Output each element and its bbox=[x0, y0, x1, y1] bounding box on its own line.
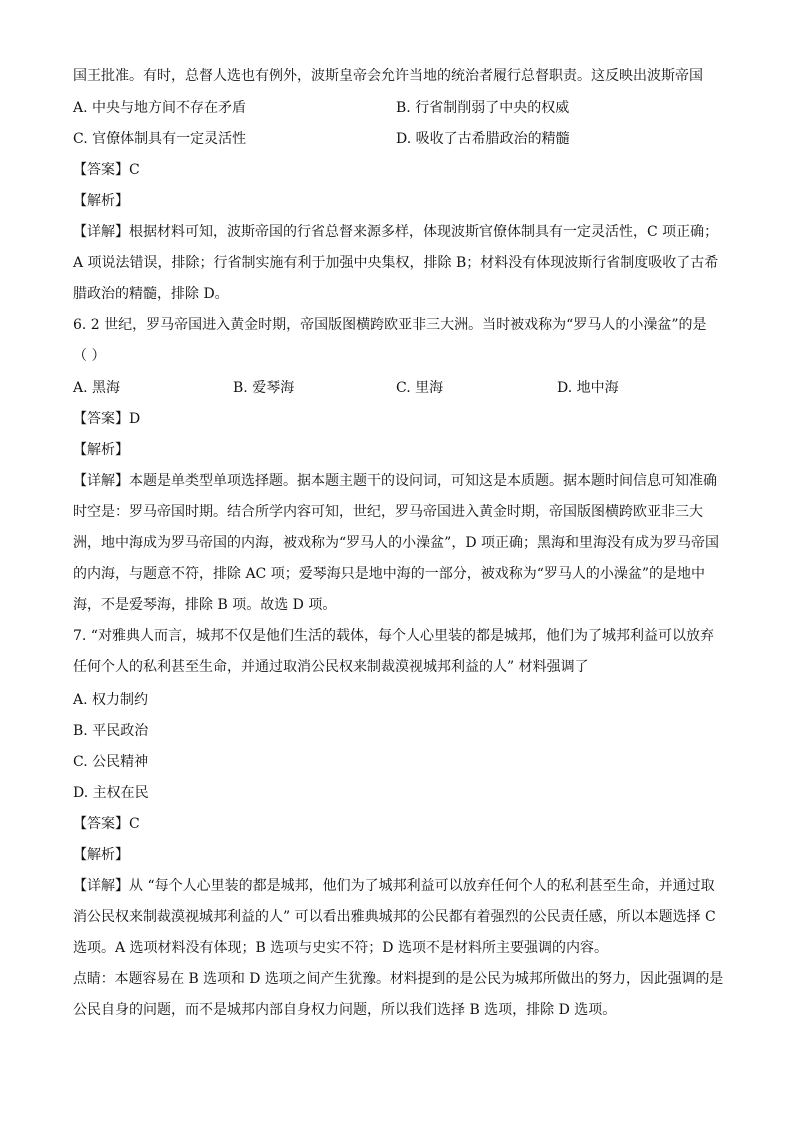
q5-detail-line: A 项说法错误，排除；行省制实施有利于加强中央集权，排除 B；材料没有体现波斯行省制度吸收了古希 bbox=[73, 255, 719, 271]
q6-detail-line: 的内海，与题意不符，排除 AC 项；爱琴海只是地中海的一部分，被戏称为“罗马人的小澡盆”的是地中 bbox=[73, 566, 706, 582]
q6-option-a: A. 黑海 bbox=[73, 380, 121, 396]
q6-detail-line: 洲，地中海成为罗马帝国的内海，被戏称为“罗马人的小澡盆”，D 项正确；黑海和里海没有成为罗马帝国 bbox=[73, 535, 719, 551]
q7-stem: 任何个人的私利甚至生命，并通过取消公民权来制裁漠视城邦利益的人” 材料强调了 bbox=[73, 659, 589, 675]
q7-option-c: C. 公民精神 bbox=[73, 754, 149, 770]
q6-stem-blank: （ ） bbox=[73, 348, 106, 364]
q5-analysis-label: 【解析】 bbox=[73, 193, 129, 209]
q5-option-a: A. 中央与地方间不存在矛盾 bbox=[73, 100, 247, 116]
q6-detail-line: 【详解】本题是单类型单项选择题。据本题主题干的设问词，可知这是本质题。据本题时间信息可知准确 bbox=[73, 473, 717, 489]
q7-option-a: A. 权力制约 bbox=[73, 692, 149, 708]
q6-analysis-label: 【解析】 bbox=[73, 442, 129, 458]
q5-answer: 【答案】C bbox=[73, 162, 140, 178]
q7-stem: 7. “对雅典人而言，城邦不仅是他们生活的载体，每个人心里装的都是城邦，他们为了城邦利益可以放弃 bbox=[73, 628, 714, 644]
q5-detail-line: 腊政治的精髓，排除 D。 bbox=[73, 286, 229, 302]
q6-detail-line: 时空是：罗马帝国时期。结合所学内容可知，世纪，罗马帝国进入黄金时期，帝国版图横跨欧亚非三大 bbox=[73, 504, 703, 520]
q7-detail-line: 【详解】从 “每个人心里装的都是城邦，他们为了城邦利益可以放弃任何个人的私利甚至生命，并通过取 bbox=[73, 878, 715, 894]
q6-option-d: D. 地中海 bbox=[557, 380, 619, 396]
q7-analysis-label: 【解析】 bbox=[73, 847, 129, 863]
q5-option-d: D. 吸收了古希腊政治的精髓 bbox=[396, 131, 570, 147]
q6-answer: 【答案】D bbox=[73, 411, 141, 427]
q7-detail-line: 消公民权来制裁漠视城邦利益的人” 可以看出雅典城邦的公民都有着强烈的公民责任感，所以本题选择 C bbox=[73, 909, 716, 925]
q6-detail-line: 海，不是爱琴海，排除 B 项。故选 D 项。 bbox=[73, 597, 337, 613]
q7-option-b: B. 平民政治 bbox=[73, 723, 149, 739]
q6-stem: 6. 2 世纪，罗马帝国进入黄金时期，帝国版图横跨欧亚非三大洲。当时被戏称为“罗马人的小澡盆”的是 bbox=[73, 317, 707, 333]
q5-option-c: C. 官僚体制具有一定灵活性 bbox=[73, 131, 247, 147]
q6-option-b: B. 爱琴海 bbox=[233, 380, 295, 396]
q7-option-d: D. 主权在民 bbox=[73, 785, 149, 801]
q7-detail-line: 选项。A 选项材料没有体现；B 选项与史实不符；D 选项不是材料所主要强调的内容。 bbox=[73, 940, 608, 956]
q5-option-b: B. 行省制削弱了中央的权威 bbox=[396, 100, 570, 116]
q5-detail-line: 【详解】根据材料可知，波斯帝国的行省总督来源多样，体现波斯官僚体制具有一定灵活性，C 项正确； bbox=[73, 224, 719, 240]
q7-answer: 【答案】C bbox=[73, 816, 140, 832]
q7-note-line: 点睛：本题容易在 B 选项和 D 选项之间产生犹豫。材料提到的是公民为城邦所做出的努力，因此强调的是 bbox=[73, 971, 724, 987]
q7-note-line: 公民自身的问题，而不是城邦内部自身权力问题，所以我们选择 B 选项，排除 D 选项。 bbox=[73, 1002, 617, 1018]
q5-stem: 国王批准。有时，总督人选也有例外，波斯皇帝会允许当地的统治者履行总督职责。这反映出波斯帝国 bbox=[73, 68, 703, 84]
q6-option-c: C. 里海 bbox=[396, 380, 444, 396]
